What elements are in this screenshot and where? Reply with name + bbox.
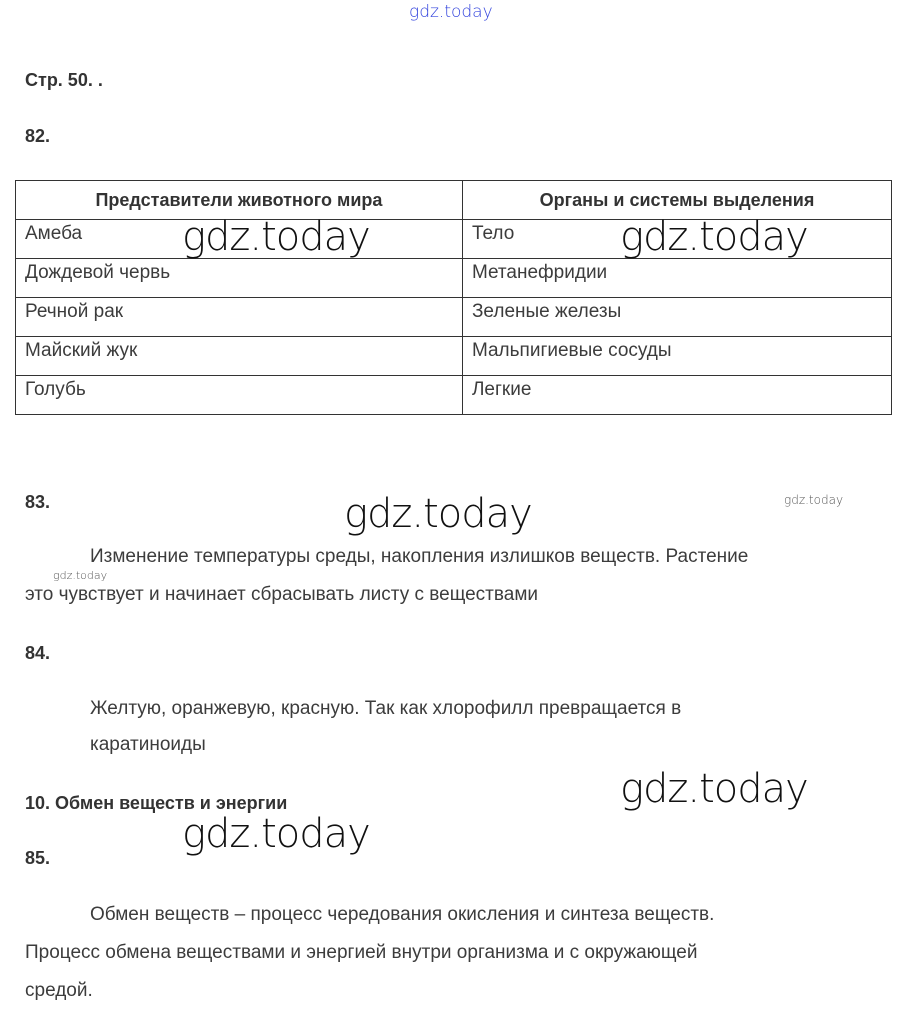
table-cell: Голубь (16, 376, 463, 415)
task-82-number: 82. (25, 126, 51, 146)
task-84-text-line2: каратиноиды (90, 734, 206, 755)
page-label: Стр. 50. . (25, 70, 103, 90)
watermark: gdz.today (182, 214, 370, 260)
watermark-small: gdz.today (784, 493, 844, 507)
task-85-text-line3: средой. (25, 980, 93, 1001)
table-row (16, 376, 892, 415)
table-cell: Амеба (16, 220, 463, 259)
table-cell: Речной рак (16, 298, 463, 337)
task-83-number: 83. (25, 492, 51, 512)
watermark: gdz.today (182, 811, 370, 857)
task-84-text-line1: Желтую, оранжевую, красную. Так как хлорофилл превращается в (90, 698, 682, 719)
table-cell: Легкие (462, 376, 891, 415)
task-83-text-line1: Изменение температуры среды, накопления излишков веществ. Растение (90, 546, 749, 567)
table-cell: Майский жук (16, 337, 463, 376)
table-cell: Мальпигиевые сосуды (462, 337, 891, 376)
section-heading: 10. Обмен веществ и энергии (25, 793, 288, 813)
table-row (16, 337, 892, 376)
table-cell: Дождевой червь (16, 259, 463, 298)
table-cell: Зеленые железы (462, 298, 891, 337)
watermark-top[interactable]: gdz.today (409, 2, 493, 22)
table-row (16, 298, 892, 337)
table-header: Представители животного мира (16, 181, 463, 220)
task-83-text-line2: это чувствует и начинает сбрасывать листу с веществами (25, 584, 539, 605)
table-row (16, 259, 892, 298)
task-84-number: 84. (25, 643, 51, 663)
watermark: gdz.today (620, 766, 808, 812)
watermark: gdz.today (620, 214, 808, 260)
task-85-text-line2: Процесс обмена веществами и энергией внутри организма и с окружающей (25, 942, 698, 963)
table-cell: Тело (462, 220, 891, 259)
watermark-small: gdz.today (53, 569, 108, 582)
watermark: gdz.today (344, 491, 532, 537)
task-85-number: 85. (25, 848, 51, 868)
table-header: Органы и системы выделения (462, 181, 891, 220)
table-cell: Метанефридии (462, 259, 891, 298)
task-85-text-line1: Обмен веществ – процесс чередования окисления и синтеза веществ. (90, 904, 715, 925)
